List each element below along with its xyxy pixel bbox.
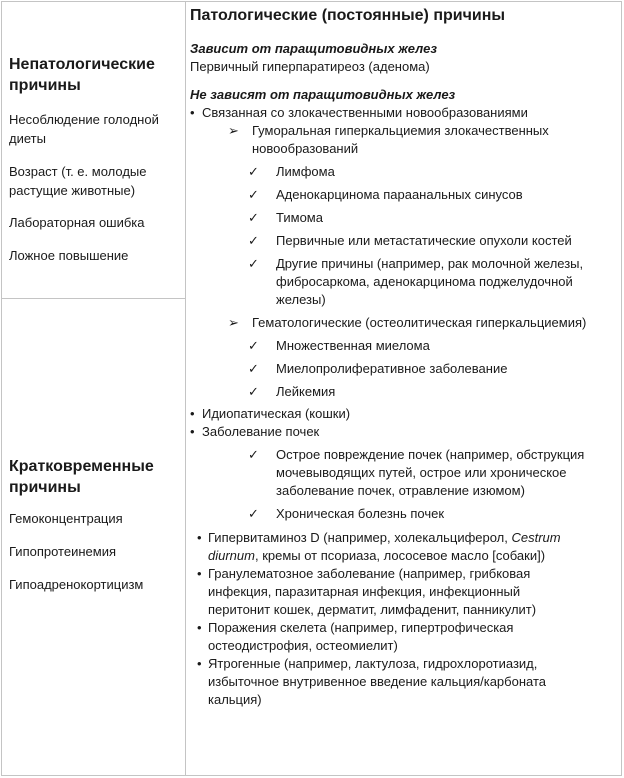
item-text: Связанная со злокачественными новообразованиями xyxy=(202,105,528,120)
check-item xyxy=(190,505,618,523)
item-text: Заболевание почек xyxy=(202,424,320,439)
nonpath-item: Ложное повышение xyxy=(9,248,129,263)
arrow-item-humoral xyxy=(190,122,618,158)
check-icon: ✓ xyxy=(248,506,259,521)
item-text: Поражения скелета (например, гипертрофическая остеодистрофия, остеомиелит) xyxy=(208,620,514,653)
check-icon: ✓ xyxy=(248,210,259,225)
column-divider xyxy=(185,1,186,776)
transient-item: Гипоадренокортицизм xyxy=(9,577,144,592)
check-item xyxy=(190,446,591,500)
check-item xyxy=(190,232,618,250)
check-item xyxy=(190,163,618,181)
transient-section xyxy=(9,456,181,498)
check-icon: ✓ xyxy=(248,384,259,399)
item-text: Миелопролиферативное заболевание xyxy=(276,361,508,376)
check-item xyxy=(190,383,618,401)
check-icon: ✓ xyxy=(248,361,259,376)
bullet-item-iatrogenic xyxy=(190,655,588,709)
check-item xyxy=(190,360,618,378)
item-text: Лимфома xyxy=(276,164,335,179)
item-text xyxy=(208,529,594,565)
nonpath-item: Возраст (т. е. молодые растущие животные) xyxy=(9,164,147,198)
pth-dependent-heading: Зависит от паращитовидных желез xyxy=(190,41,437,56)
bullet-icon: • xyxy=(197,656,202,671)
pth-independent-heading: Не зависят от паращитовидных желез xyxy=(190,87,456,102)
bullet-icon: • xyxy=(190,105,195,120)
item-text-part: Гипервитаминоз D (например, холекальциферол, xyxy=(208,530,512,545)
item-text: Множественная миелома xyxy=(276,338,430,353)
bullet-icon: • xyxy=(197,566,202,581)
check-icon: ✓ xyxy=(248,338,259,353)
bullet-icon: • xyxy=(190,406,195,421)
bullet-icon: • xyxy=(190,424,195,439)
check-item xyxy=(190,186,618,204)
item-text: Тимома xyxy=(276,210,323,225)
bullet-item-skeletal xyxy=(190,619,578,655)
item-text: Гуморальная гиперкальциемия злокачественных новообразований xyxy=(252,123,549,156)
bullet-icon: • xyxy=(197,530,202,545)
nonpath-item: Лабораторная ошибка xyxy=(9,215,145,230)
arrow-item-hematologic xyxy=(190,314,618,332)
nonpath-title: Непатологические причины xyxy=(9,56,155,94)
item-text: Аденокарцинома параанальных синусов xyxy=(276,187,523,202)
check-icon: ✓ xyxy=(248,447,259,462)
item-text-part: , кремы от псориаза, лососевое масло [собаки]) xyxy=(254,548,546,563)
check-icon: ✓ xyxy=(248,233,259,248)
check-icon: ✓ xyxy=(248,164,259,179)
bullet-icon: • xyxy=(197,620,202,635)
transient-item: Гемоконцентрация xyxy=(9,511,123,526)
item-text: Первичные или метастатические опухоли костей xyxy=(276,233,572,248)
item-text: Идиопатическая (кошки) xyxy=(202,406,351,421)
nonpath-section xyxy=(9,54,181,96)
item-text: Гранулематозное заболевание (например, грибковая инфекция, паразитарная инфекция, инфекционный перитонит кошек, дерматит, лимфаденит, панникулит) xyxy=(208,566,537,617)
check-icon: ✓ xyxy=(248,187,259,202)
row-divider xyxy=(1,298,185,299)
check-icon: ✓ xyxy=(248,256,259,271)
bullet-item-idiopathic xyxy=(190,405,618,423)
item-text: Гематологические (остеолитическая гиперкальциемия) xyxy=(252,315,587,330)
item-text: Острое повреждение почек (например, обструкция мочевыводящих путей, острое или хроническое заболевание почек, отравление изюмом) xyxy=(276,447,585,498)
arrow-icon: ➢ xyxy=(228,315,239,330)
item-text: Лейкемия xyxy=(276,384,336,399)
pathological-title: Патологические (постоянные) причины xyxy=(190,7,506,24)
bullet-item-renal xyxy=(190,423,618,441)
bullet-item-vitamin-d xyxy=(190,529,594,565)
bullet-item-malignancy xyxy=(190,104,618,122)
item-text: Хроническая болезнь почек xyxy=(276,506,445,521)
item-text: Ятрогенные (например, лактулоза, гидрохлоротиазид, избыточное внутривенное введение кальция/карбоната кальция) xyxy=(208,656,546,707)
arrow-icon: ➢ xyxy=(228,123,239,138)
check-item xyxy=(190,255,606,309)
item-text-italic: Cestrum diurnum xyxy=(208,530,561,563)
nonpath-item: Несоблюдение голодной диеты xyxy=(9,112,159,146)
pth-dependent-item: Первичный гиперпаратиреоз (аденома) xyxy=(190,59,430,74)
bullet-item-granulomatous xyxy=(190,565,578,619)
transient-title: Кратковременные причины xyxy=(9,458,154,496)
check-item xyxy=(190,209,618,227)
check-item xyxy=(190,337,618,355)
item-text: Другие причины (например, рак молочной железы, фибросаркома, аденокарцинома поджелудочной железы) xyxy=(276,256,584,307)
transient-item: Гипопротеинемия xyxy=(9,544,117,559)
pathological-section xyxy=(190,6,618,709)
